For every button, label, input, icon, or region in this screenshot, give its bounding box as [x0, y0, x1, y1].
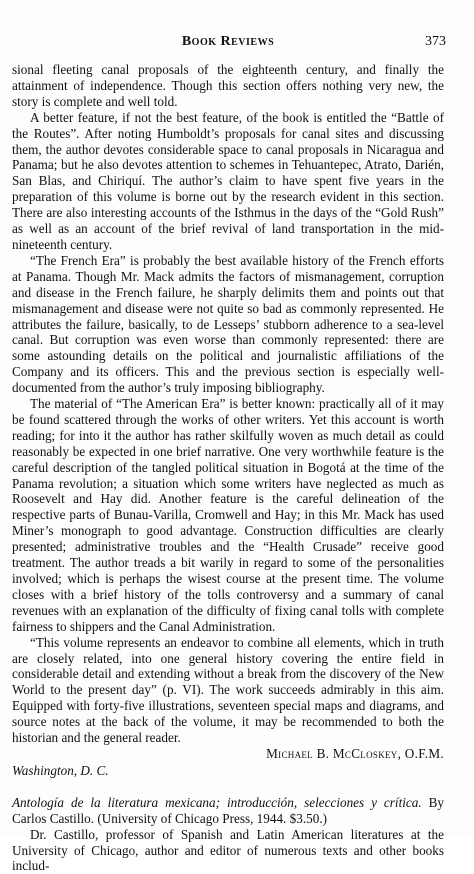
next-review [12, 795, 444, 874]
next-review-citation [12, 795, 444, 827]
paragraph-conclusion: “This volume represents an endeavor to combine all elements, which in truth are closely related, into one general history covering the entire field in considerable detail and extending without a break from the discovery of the New World to the present day” (p. VI). The work succeeds admirably in this aim. Equipped with forty-five illustrations, seventeen special maps and diagrams, and source notes at the back of the volume, it may be recommended to both the historian and the general reader. [12, 634, 444, 746]
page-number: 373 [425, 34, 446, 49]
next-review-paragraph: Dr. Castillo, professor of Spanish and Latin American literatures at the University of Chicago, author and editor of numerous texts and other books includ- [12, 826, 444, 874]
header-title: Book Reviews [181, 34, 275, 49]
paragraph-american-era: The material of “The American Era” is better known: practically all of it may be found scattered through the works of other writers. Yet this account is worth reading; for into it the author has rather skilfully woven as much detail as could reasonably be expected in one brief narrative. One very worthwhile feature is the careful description of the tangled political situation in Bogotá at the time of the Panama revolution; a situation which some writers have neglected as much as Roosevelt and Hay did. Another feature is the careful delineation of the respective parts of Bunau-Varilla, Cromwell and Hay; in this Mr. Mack has used Miner’s monograph to good advantage. Construction difficulties are clearly presented; administrative troubles and the “Health Crusade” receive good treatment. The author treads a bit warily in regard to some of the personalities involved; which is perhaps the wisest course at the present time. The volume closes with a brief history of the tolls controversy and a summary of canal revenues with an explanation of the difficulty of fixing canal tolls with complete fairness to shippers and the Canal Administration. [12, 396, 444, 634]
paragraph-french-era: “The French Era” is probably the best available history of the French efforts at Panama. Though Mr. Mack admits the factors of mismanagement, corruption and disease in the French failure, he sharply delimits them and points out that mismanagement and disease were not quite so bad as commonly represented. He attributes the failure, basically, to de Lesseps’ stubborn adherence to a sea-level canal. But corruption was even worse than commonly represented: there are some astounding details on the political and journalistic affiliations of the Company and its officers. This and the previous section is especially well-documented from the author’s truly imposing bibliography. [12, 252, 444, 396]
paragraph-battle-of-routes: A better feature, if not the best feature, of the book is entitled the “Battle of the Routes”. After noting Humboldt’s proposals for canal sites and discussing them, the author devotes considerable space to canal proposals in Nicaragua and Panama; but he also devotes attention to schemes in Tehuantepec, Atrato, Darién, San Blas, and Chiriquí. The author’s claim to have spent five years in the preparation of this volume is borne out by the research evident in this section. There are also interesting accounts of the Isthmus in the days of the “Gold Rush” as well as an account of the brief revival of land transportation in the mid-nineteenth century. [12, 109, 444, 252]
review-body [12, 62, 444, 874]
paragraph-continuation: sional fleeting canal proposals of the eighteenth century, and finally the attainment of independence. Though this section offers nothing very new, the story is complete and well told. [12, 62, 444, 109]
next-review-title: Antología de la literatura mexicana; introducción, selecciones y crítica. [12, 794, 422, 810]
next-review-publication: (University of Chicago Press, 1944. $3.50.) [97, 810, 328, 826]
next-review-author: By Carlos Castillo. [12, 794, 445, 826]
signature-row [12, 746, 444, 762]
reviewer-signature: Michael B. McCloskey, O.F.M. [266, 745, 444, 761]
running-header [10, 34, 446, 52]
reviewer-location: Washington, D. C. [12, 762, 109, 778]
